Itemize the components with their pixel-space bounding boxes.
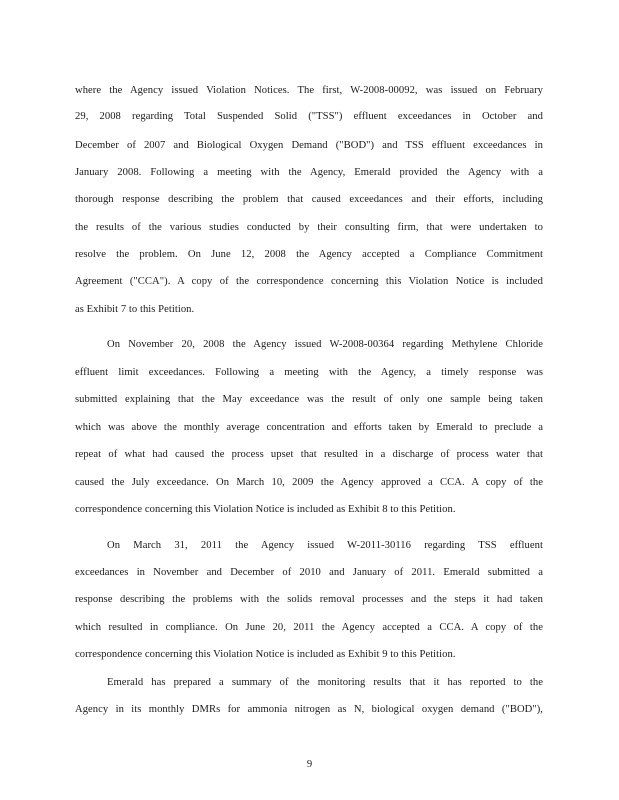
paragraph-1-line-6: the results of the various studies conducted by their consulting firm, that were undertaken to	[75, 222, 543, 233]
paragraph-3-line-1: On March 31, 2011 the Agency issued W-2011-30116 regarding TSS effluent	[107, 540, 543, 551]
paragraph-2-line-2: effluent limit exceedances. Following a meeting with the Agency, a timely response was	[75, 367, 543, 378]
paragraph-1-line-4: January 2008. Following a meeting with the Agency, Emerald provided the Agency with a	[75, 167, 543, 178]
paragraph-4-line-1: Emerald has prepared a summary of the monitoring results that it has reported to the	[107, 677, 543, 688]
paragraph-3-line-4: which resulted in compliance. On June 20, 2011 the Agency accepted a CCA. A copy of the	[75, 622, 543, 633]
paragraph-2-line-3: submitted explaining that the May exceedance was the result of only one sample being taken	[75, 394, 543, 405]
paragraph-1-line-1: where the Agency issued Violation Notices. The first, W-2008-00092, was issued on February	[75, 85, 543, 96]
paragraph-2-line-4: which was above the monthly average concentration and efforts taken by Emerald to preclude a	[75, 422, 543, 433]
paragraph-2-line-5: repeat of what had caused the process upset that resulted in a discharge of process water that	[75, 449, 543, 460]
paragraph-1-line-8: Agreement ("CCA"). A copy of the correspondence concerning this Violation Notice is included	[75, 276, 543, 287]
paragraph-4-line-2: Agency in its monthly DMRs for ammonia nitrogen as N, biological oxygen demand ("BOD"),	[75, 704, 543, 715]
paragraph-3-line-3: response describing the problems with the solids removal processes and the steps it had taken	[75, 594, 543, 605]
page-number: 9	[306, 759, 313, 770]
paragraph-1-line-2: 29, 2008 regarding Total Suspended Solid ("TSS") effluent exceedances in October and	[75, 111, 543, 122]
paragraph-1-line-3: December of 2007 and Biological Oxygen Demand ("BOD") and TSS effluent exceedances in	[75, 140, 543, 151]
paragraph-1-line-7: resolve the problem. On June 12, 2008 the Agency accepted a Compliance Commitment	[75, 249, 543, 260]
paragraph-1-line-5: thorough response describing the problem that caused exceedances and their efforts, including	[75, 194, 543, 205]
paragraph-2-line-1: On November 20, 2008 the Agency issued W-2008-00364 regarding Methylene Chloride	[107, 339, 543, 350]
paragraph-2-line-7: correspondence concerning this Violation Notice is included as Exhibit 8 to this Petition.	[75, 504, 456, 515]
paragraph-3-line-5: correspondence concerning this Violation Notice is included as Exhibit 9 to this Petition.	[75, 649, 456, 660]
paragraph-3-line-2: exceedances in November and December of 2010 and January of 2011. Emerald submitted a	[75, 567, 543, 578]
paragraph-1-line-9: as Exhibit 7 to this Petition.	[75, 304, 195, 315]
paragraph-2-line-6: caused the July exceedance. On March 10, 2009 the Agency approved a CCA. A copy of the	[75, 477, 543, 488]
